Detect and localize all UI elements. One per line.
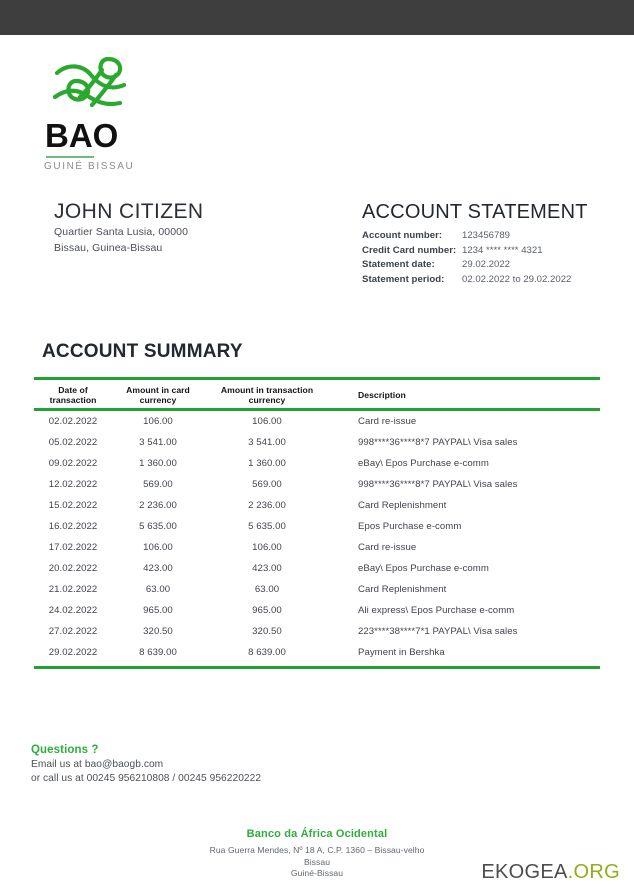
cell-transaction-amount: 2 236.00: [248, 499, 286, 511]
column-header-description: Description: [358, 389, 406, 400]
table-row: [34, 432, 600, 453]
cell-transaction-amount: 3 541.00: [248, 436, 286, 448]
cell-description: eBay\ Epos Purchase e-comm: [358, 457, 489, 469]
table-row: [34, 642, 600, 663]
cell-card-amount: 569.00: [143, 478, 173, 490]
statement-field-row: [362, 258, 612, 271]
cell-transaction-amount: 63.00: [254, 583, 280, 595]
questions-block: [31, 743, 361, 786]
customer-address-line-1: Quartier Santa Lusia, 00000: [54, 226, 189, 238]
cell-description: Ali express\ Epos Purchase e-comm: [358, 604, 515, 616]
watermark-primary: EKOGEA: [481, 861, 568, 883]
cell-date: 02.02.2022: [48, 415, 98, 427]
cell-transaction-amount: 320.50: [252, 625, 282, 637]
cell-date: 21.02.2022: [48, 583, 98, 595]
table-row: [34, 453, 600, 474]
statement-field-row: [362, 229, 612, 242]
cell-date: 12.02.2022: [48, 478, 98, 490]
table-row: [34, 558, 600, 579]
bank-name: Banco da África Ocidental: [246, 828, 388, 840]
cell-description: Payment in Bershka: [358, 646, 445, 658]
questions-email-line: Email us at bao@baogb.com: [31, 759, 164, 770]
statement-field-value: 02.02.2022 to 29.02.2022: [462, 273, 572, 285]
statement-title: ACCOUNT STATEMENT: [362, 201, 588, 223]
cell-date: 05.02.2022: [48, 436, 98, 448]
statement-field-row: [362, 244, 612, 257]
cell-card-amount: 320.50: [143, 625, 173, 637]
logo-divider: [46, 156, 94, 158]
bank-address-line-2: Bissau: [303, 856, 331, 867]
table-row: [34, 495, 600, 516]
cell-date: 24.02.2022: [48, 604, 98, 616]
cell-date: 17.02.2022: [48, 541, 98, 553]
logo-wordmark: BAO: [45, 117, 119, 154]
cell-date: 29.02.2022: [48, 646, 98, 658]
cell-card-amount: 423.00: [143, 562, 173, 574]
cell-description: eBay\ Epos Purchase e-comm: [358, 562, 489, 574]
cell-card-amount: 965.00: [143, 604, 173, 616]
account-summary-title: ACCOUNT SUMMARY: [42, 341, 243, 362]
cell-transaction-amount: 423.00: [252, 562, 282, 574]
bank-logo: [44, 53, 204, 172]
statement-fields: [362, 229, 612, 286]
statement-page: [0, 35, 634, 895]
cell-description: Card re-issue: [358, 415, 417, 427]
statement-meta-block: [362, 200, 612, 286]
table-row: [34, 600, 600, 621]
bank-address-line-3: Guiné-Bissau: [290, 868, 344, 878]
table-row: [34, 474, 600, 495]
bao-ribbon-logo-icon: [50, 53, 132, 115]
statement-field-label: Statement period:: [362, 273, 445, 285]
cell-card-amount: 2 236.00: [139, 499, 177, 511]
column-header-transaction-amount: Amount in transaction currency: [220, 384, 314, 405]
column-header-card-amount: Amount in card currency: [126, 384, 190, 405]
statement-field-label: Credit Card number:: [362, 244, 457, 256]
statement-field-label: Account number:: [362, 230, 443, 241]
cell-description: Card re-issue: [358, 541, 417, 553]
cell-description: 223****38****7*1 PAYPAL\ Visa sales: [358, 625, 518, 637]
bank-address-line-1: Rua Guerra Mendes, Nº 18 A, C.P. 1360 – Bissau-velho: [209, 845, 425, 855]
statement-field-value: 123456789: [462, 230, 511, 241]
table-row: [34, 516, 600, 537]
statement-field-value: 1234 **** **** 4321: [462, 244, 543, 256]
cell-description: 998****36****8*7 PAYPAL\ Visa sales: [358, 436, 518, 448]
cell-card-amount: 3 541.00: [139, 436, 177, 448]
cell-description: 998****36****8*7 PAYPAL\ Visa sales: [358, 478, 518, 490]
cell-transaction-amount: 106.00: [252, 415, 282, 427]
cell-date: 20.02.2022: [48, 562, 98, 574]
cell-transaction-amount: 8 639.00: [248, 646, 286, 658]
cell-date: 15.02.2022: [48, 499, 98, 511]
logo-subtitle: GUINÉ BISSAU: [44, 161, 135, 172]
cell-card-amount: 8 639.00: [139, 646, 177, 658]
customer-name: JOHN CITIZEN: [54, 200, 204, 223]
cell-transaction-amount: 569.00: [252, 478, 282, 490]
cell-transaction-amount: 1 360.00: [248, 457, 286, 469]
table-row: [34, 411, 600, 432]
statement-field-value: 29.02.2022: [462, 259, 511, 270]
statement-field-label: Statement date:: [362, 259, 435, 270]
cell-description: Card Replenishment: [358, 499, 447, 511]
table-header-row: [34, 380, 600, 408]
cell-card-amount: 106.00: [143, 541, 173, 553]
watermark-suffix: .ORG: [567, 861, 620, 883]
viewer-top-bar: [0, 0, 634, 35]
cell-date: 09.02.2022: [48, 457, 98, 469]
table-row: [34, 537, 600, 558]
table-row: [34, 579, 600, 600]
statement-field-row: [362, 273, 612, 286]
table-row: [34, 621, 600, 642]
table-body: [34, 411, 600, 663]
cell-transaction-amount: 965.00: [252, 604, 282, 616]
cell-card-amount: 106.00: [143, 415, 173, 427]
table-bottom-rule: [34, 666, 600, 669]
questions-title: Questions ?: [31, 744, 99, 756]
cell-card-amount: 63.00: [145, 583, 171, 595]
ekogea-watermark: [481, 861, 620, 883]
transactions-table: [34, 377, 600, 669]
cell-card-amount: 5 635.00: [139, 520, 177, 532]
cell-description: Card Replenishment: [358, 583, 447, 595]
cell-description: Epos Purchase e-comm: [358, 520, 462, 532]
cell-transaction-amount: 106.00: [252, 541, 282, 553]
column-header-date: Date of transaction: [49, 384, 97, 405]
cell-card-amount: 1 360.00: [139, 457, 177, 469]
cell-date: 27.02.2022: [48, 625, 98, 637]
customer-address-line-2: Bissau, Guinea-Bissau: [54, 241, 163, 254]
cell-transaction-amount: 5 635.00: [248, 520, 286, 532]
customer-block: [54, 200, 344, 255]
questions-phone-line: or call us at 00245 956210808 / 00245 956220222: [31, 773, 262, 784]
cell-date: 16.02.2022: [48, 520, 98, 532]
